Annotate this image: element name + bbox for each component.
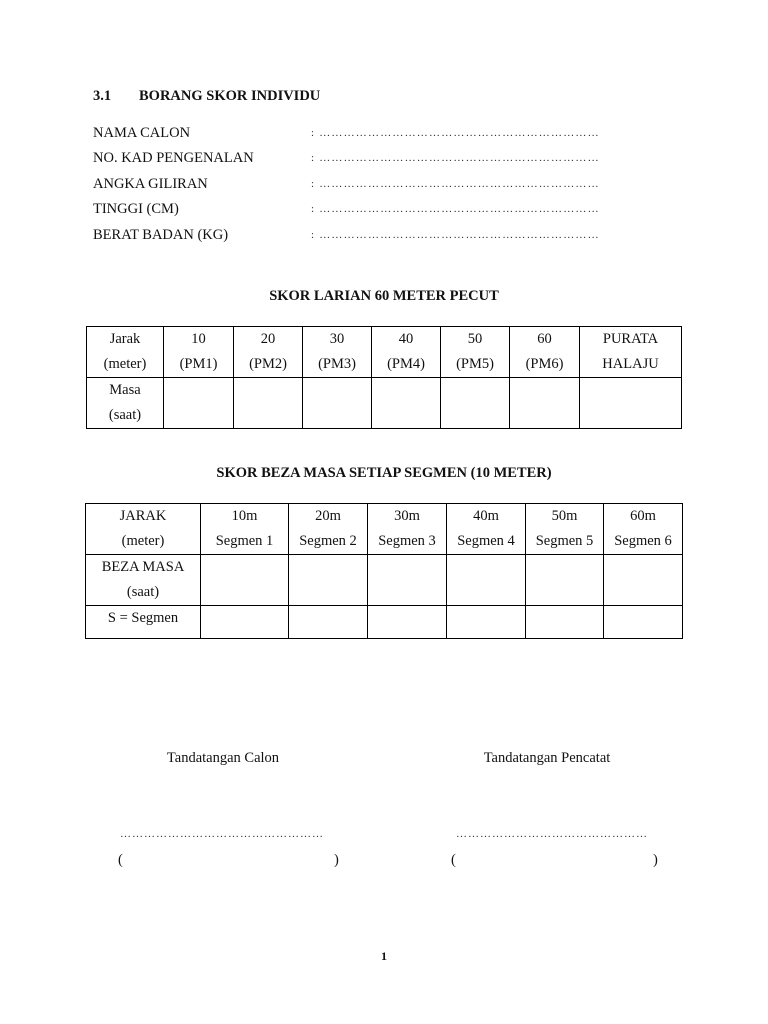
entry-cell[interactable] xyxy=(368,555,447,606)
page-number: 1 xyxy=(381,949,387,963)
field-label: TINGGI (CM) xyxy=(93,201,179,217)
table2-title: SKOR BEZA MASA SETIAP SEGMEN (10 METER) xyxy=(216,465,552,481)
header-cell: Jarak (meter) xyxy=(87,327,164,378)
table-row-beza-masa xyxy=(86,555,683,606)
entry-cell[interactable] xyxy=(289,555,368,606)
header-cell: 50 (PM5) xyxy=(441,327,510,378)
name-bracket-close-calon: ) xyxy=(334,852,339,868)
header-cell: 10m Segmen 1 xyxy=(201,504,289,555)
entry-cell[interactable] xyxy=(234,378,303,429)
header-cell: 40m Segmen 4 xyxy=(447,504,526,555)
field-dotted-line: : …………………………………………………………… xyxy=(311,229,600,241)
entry-cell[interactable] xyxy=(447,606,526,639)
entry-cell[interactable] xyxy=(201,606,289,639)
entry-cell[interactable] xyxy=(372,378,441,429)
row-label-cell: S = Segmen xyxy=(86,606,201,639)
table-header-row xyxy=(87,327,682,378)
header-cell: 30 (PM3) xyxy=(303,327,372,378)
row-label-cell: BEZA MASA (saat) xyxy=(86,555,201,606)
header-cell: 60m Segmen 6 xyxy=(604,504,683,555)
signature-label-calon: Tandatangan Calon xyxy=(166,750,280,766)
table1-title: SKOR LARIAN 60 METER PECUT xyxy=(269,288,499,304)
table-row-segmen xyxy=(86,606,683,639)
header-cell: 20m Segmen 2 xyxy=(289,504,368,555)
field-dotted-line: : …………………………………………………………… xyxy=(311,178,600,190)
signature-line-pencatat[interactable]: ………………………………………… xyxy=(456,828,648,840)
row-label-cell: Masa (saat) xyxy=(87,378,164,429)
entry-cell[interactable] xyxy=(164,378,234,429)
table-segment-time xyxy=(85,503,683,639)
header-cell: 60 (PM6) xyxy=(510,327,580,378)
field-label: NAMA CALON xyxy=(93,125,191,141)
entry-cell[interactable] xyxy=(604,606,683,639)
entry-cell[interactable] xyxy=(580,378,682,429)
table-60m-sprint xyxy=(86,326,682,429)
section-title: BORANG SKOR INDIVIDU xyxy=(139,88,321,104)
header-cell: PURATA HALAJU xyxy=(580,327,682,378)
field-dotted-line: : …………………………………………………………… xyxy=(311,127,600,139)
field-label: NO. KAD PENGENALAN xyxy=(93,150,254,166)
entry-cell[interactable] xyxy=(289,606,368,639)
header-cell: JARAK (meter) xyxy=(86,504,201,555)
entry-cell[interactable] xyxy=(510,378,580,429)
header-cell: 50m Segmen 5 xyxy=(526,504,604,555)
name-bracket-open-calon: ( xyxy=(118,852,123,868)
name-bracket-open-pencatat: ( xyxy=(451,852,456,868)
entry-cell[interactable] xyxy=(526,555,604,606)
name-bracket-close-pencatat: ) xyxy=(653,852,658,868)
entry-cell[interactable] xyxy=(441,378,510,429)
entry-cell[interactable] xyxy=(303,378,372,429)
field-dotted-line: : …………………………………………………………… xyxy=(311,152,600,164)
entry-cell[interactable] xyxy=(526,606,604,639)
table-row-masa xyxy=(87,378,682,429)
signature-label-pencatat: Tandatangan Pencatat xyxy=(483,750,611,766)
header-cell: 40 (PM4) xyxy=(372,327,441,378)
section-number: 3.1 xyxy=(93,88,112,104)
field-label: ANGKA GILIRAN xyxy=(93,176,208,192)
header-cell: 20 (PM2) xyxy=(234,327,303,378)
table-header-row xyxy=(86,504,683,555)
entry-cell[interactable] xyxy=(447,555,526,606)
header-cell: 30m Segmen 3 xyxy=(368,504,447,555)
entry-cell[interactable] xyxy=(604,555,683,606)
signature-line-calon[interactable]: …………………………………………… xyxy=(120,828,324,840)
field-dotted-line: : …………………………………………………………… xyxy=(311,203,600,215)
entry-cell[interactable] xyxy=(201,555,289,606)
field-label: BERAT BADAN (KG) xyxy=(93,227,229,243)
header-cell: 10 (PM1) xyxy=(164,327,234,378)
entry-cell[interactable] xyxy=(368,606,447,639)
